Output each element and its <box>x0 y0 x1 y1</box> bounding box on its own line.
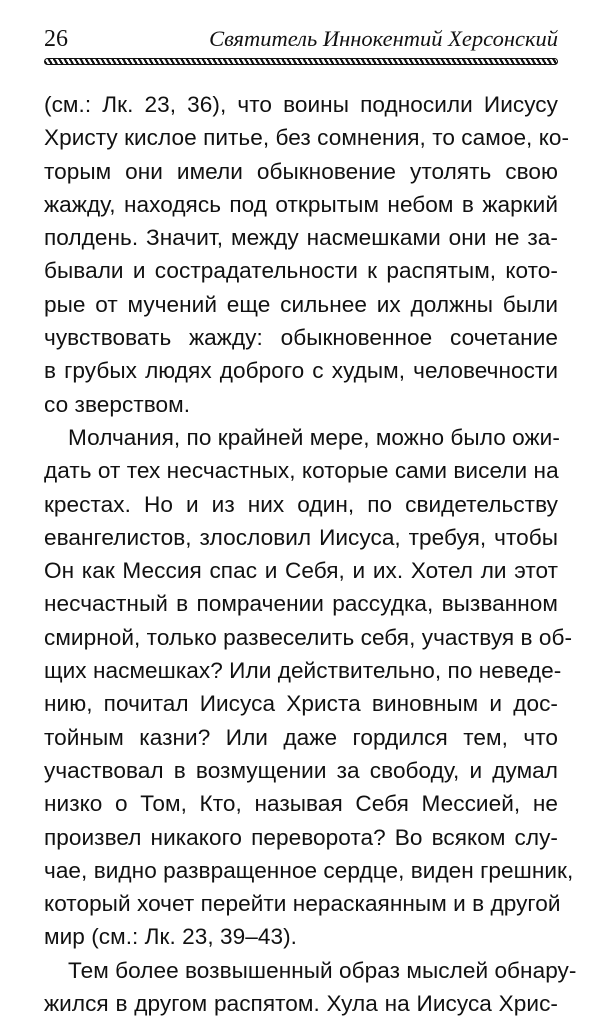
text-line: евангелистов, злословил Иисуса, требуя, чтобы <box>44 524 558 550</box>
text-line: бывали и сострадательности к распятым, кото- <box>44 258 558 284</box>
text-line: смирной, только развеселить себя, участвуя в об- <box>44 624 573 650</box>
page-number: 26 <box>44 26 68 52</box>
text-line: тойным казни? Или даже гордился тем, что <box>44 724 558 750</box>
text-line: щих насмешках? Или действительно, по неведе- <box>44 658 562 684</box>
body-text <box>44 88 577 1020</box>
text-line: (см.: Лк. 23, 36), что воины подносили Иисусу <box>44 92 558 117</box>
text-line: несчастный в помрачении рассудка, вызванном <box>44 591 558 617</box>
text-line: дать от тех несчастных, которые сами висели на <box>44 458 559 484</box>
paragraph <box>44 954 577 1020</box>
rope-divider <box>44 58 558 65</box>
text-line: со зверством. <box>44 391 191 417</box>
text-line: Молчания, по крайней мере, можно было ожи- <box>68 424 560 450</box>
text-line: Христу кислое питье, без сомнения, то самое, ко- <box>44 125 570 151</box>
text-line: нию, почитал Иисуса Христа виновным и дос- <box>44 691 558 717</box>
text-line: жился в другом распятом. Хула на Иисуса Хрис- <box>44 991 558 1017</box>
text-line: жажду, находясь под открытым небом в жаркий <box>44 191 558 217</box>
text-line: произвел никакого переворота? Во всяком слу- <box>44 824 558 850</box>
text-line: который хочет перейти нераскаянным и в другой <box>44 891 561 917</box>
text-line: чувствовать жажду: обыкновенное сочетание <box>44 325 558 351</box>
text-line: рые от мучений еще сильнее их должны были <box>44 291 558 317</box>
paragraph <box>44 421 574 954</box>
page-header <box>44 22 558 52</box>
text-line: чае, видно развращенное сердце, виден грешник, <box>44 857 574 883</box>
text-line: низко о Том, Кто, называя Себя Мессией, не <box>44 791 558 817</box>
paragraph <box>44 88 570 421</box>
text-line: Он как Мессия спас и Себя, и их. Хотел ли этот <box>44 558 558 584</box>
text-line: торым они имели обыкновение утолять свою <box>44 158 558 184</box>
text-line: участвовал в возмущении за свободу, и думал <box>44 757 558 783</box>
text-line: в грубых людях доброго с худым, человечности <box>44 358 558 384</box>
running-title: Святитель Иннокентий Херсонский <box>209 26 558 51</box>
text-line: Тем более возвышенный образ мыслей обнару- <box>68 957 577 983</box>
text-line: полдень. Значит, между насмешками они не за- <box>44 225 558 251</box>
text-line: крестах. Но и из них один, по свидетельству <box>44 491 558 517</box>
text-line: мир (см.: Лк. 23, 39–43). <box>44 924 298 950</box>
